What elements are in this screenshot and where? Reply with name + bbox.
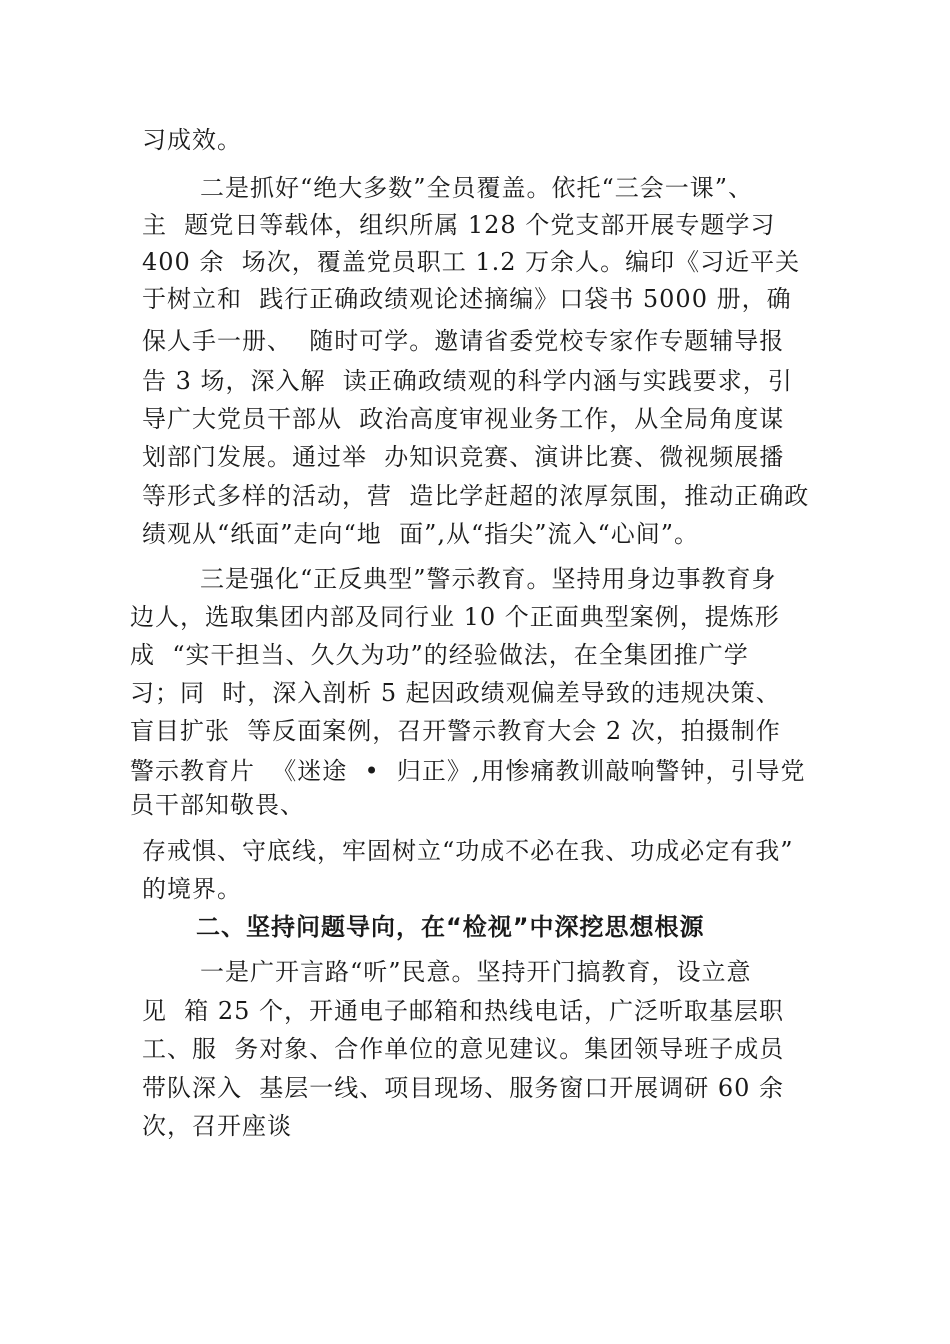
body-text-line: 次，召开座谈 bbox=[142, 1112, 292, 1140]
body-text-line: 成 “实干担当、久久为功”的经验做法，在全集团推广学 bbox=[130, 641, 749, 669]
body-text-line: 存戒惧、守底线，牢固树立“功成不必在我、功成必定有我” bbox=[142, 837, 794, 865]
body-text-line: 习成效。 bbox=[142, 126, 242, 154]
body-text-line: 工、服 务对象、合作单位的意见建议。集团领导班子成员 bbox=[142, 1035, 785, 1063]
body-text-line: 400 余 场次，覆盖党员职工 1.2 万余人。编印《习近平关 bbox=[142, 248, 801, 276]
body-text-line: 于树立和 践行正确政绩观论述摘编》口袋书 5000 册，确 bbox=[142, 285, 792, 313]
body-text-line: 绩观从“纸面”走向“地 面”,从“指尖”流入“心间”。 bbox=[142, 520, 700, 548]
paragraph-first-line: 三是强化“正反典型”警示教育。坚持用身边事教育身 bbox=[200, 565, 777, 593]
body-text-line: 告 3 场，深入解 读正确政绩观的科学内涵与实践要求，引 bbox=[142, 367, 793, 395]
section-heading: 二、坚持问题导向，在“检视”中深挖思想根源 bbox=[196, 913, 705, 941]
body-text-line: 盲目扩张 等反面案例，召开警示教育大会 2 次，拍摄制作 bbox=[130, 717, 781, 745]
body-text-line: 的境界。 bbox=[142, 875, 242, 903]
body-text-line: 等形式多样的活动，营 造比学赶超的浓厚氛围，推动正确政 bbox=[142, 482, 810, 510]
body-text-line: 带队深入 基层一线、项目现场、服务窗口开展调研 60 余 bbox=[142, 1074, 785, 1102]
body-text-line: 主 题党日等载体，组织所属 128 个党支部开展专题学习 bbox=[142, 211, 776, 239]
paragraph-first-line: 二是抓好“绝大多数”全员覆盖。依托“三会一课”、 bbox=[200, 174, 754, 202]
body-text-line: 见 箱 25 个，开通电子邮箱和热线电话，广泛听取基层职 bbox=[142, 997, 785, 1025]
body-text-line: 保人手一册、 随时可学。邀请省委党校专家作专题辅导报 bbox=[142, 327, 785, 355]
body-text-line: 员干部知敬畏、 bbox=[130, 791, 305, 819]
body-text-line: 警示教育片 《迷途 • 归正》,用惨痛教训敲响警钟，引导党 bbox=[130, 757, 806, 785]
body-text-line: 导广大党员干部从 政治高度审视业务工作，从全局角度谋 bbox=[142, 405, 785, 433]
paragraph-first-line: 一是广开言路“听”民意。坚持开门搞教育，设立意 bbox=[200, 958, 752, 986]
body-text-line: 边人，选取集团内部及同行业 10 个正面典型案例，提炼形 bbox=[130, 603, 780, 631]
body-text-line: 习；同 时，深入剖析 5 起因政绩观偏差导致的违规决策、 bbox=[130, 679, 781, 707]
body-text-line: 划部门发展。通过举 办知识竞赛、演讲比赛、微视频展播 bbox=[142, 443, 785, 471]
